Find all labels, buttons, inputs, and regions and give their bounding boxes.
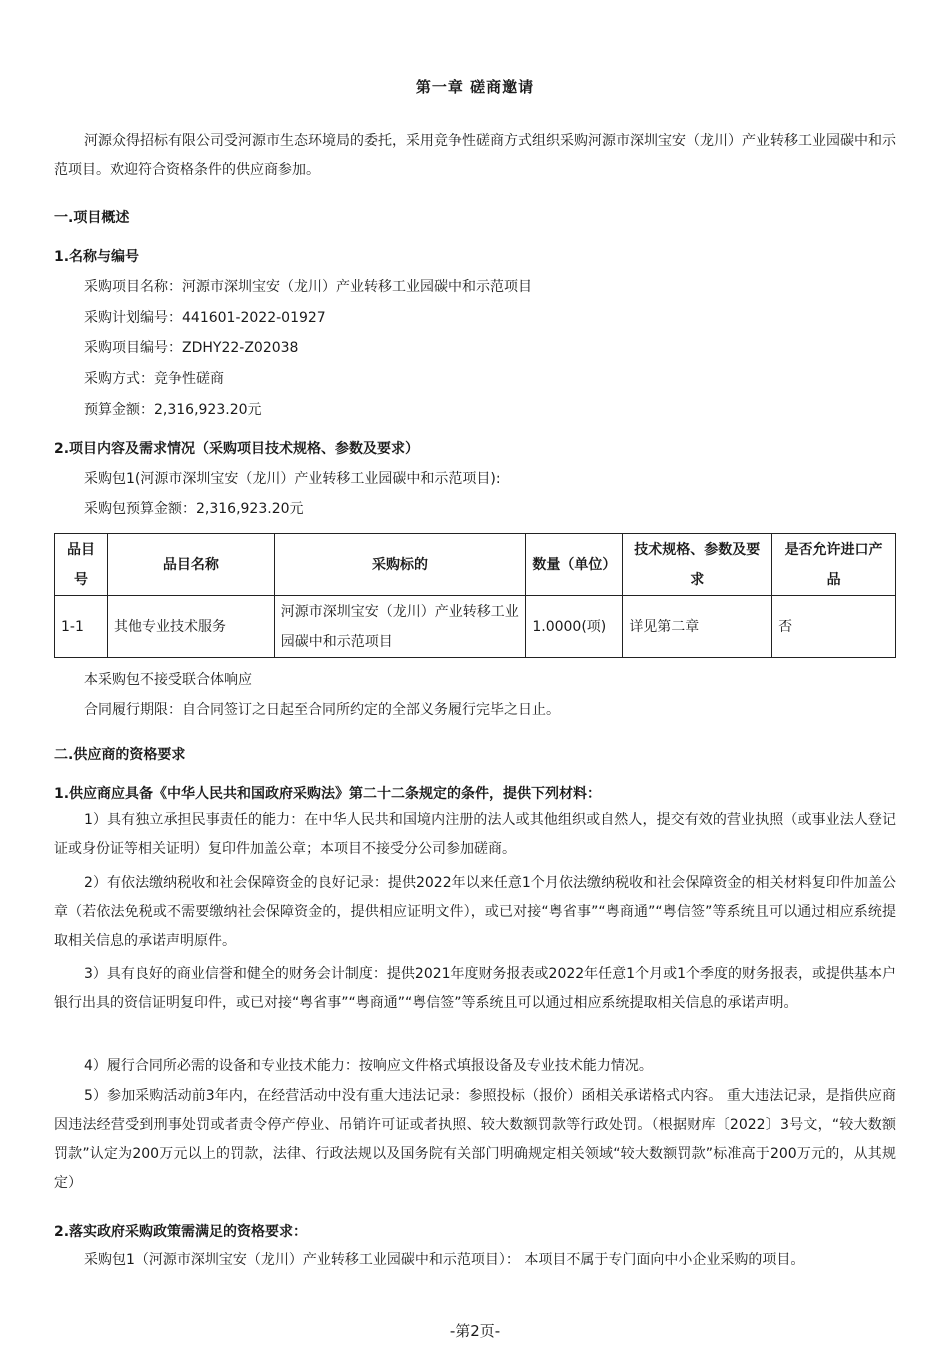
header-subject: 采购标的 — [274, 534, 526, 596]
policy-text: 采购包1（河源市深圳宝安（龙川）产业转移工业园碳中和示范项目）： 本项目不属于专门面向中小企业采购的项目。 — [84, 1252, 805, 1268]
plan-number-line: 采购计划编号：441601-2022-01927 — [84, 310, 326, 326]
budget-line: 预算金额：2,316,923.20元 — [84, 402, 262, 418]
cell-subject: 河源市深圳宝安（龙川）产业转移工业园碳中和示范项目 — [274, 596, 526, 658]
cell-quantity: 1.0000(项) — [526, 596, 623, 658]
project-number-line: 采购项目编号：ZDHY22-Z02038 — [84, 340, 299, 356]
package-line: 采购包1(河源市深圳宝安（龙川）产业转移工业园碳中和示范项目): — [84, 471, 501, 487]
chapter-title: 第一章 磋商邀请 — [415, 78, 535, 96]
header-quantity: 数量（单位） — [526, 534, 623, 596]
procurement-method-line: 采购方式：竞争性磋商 — [84, 371, 224, 387]
items-table — [54, 533, 896, 658]
cell-item-number: 1-1 — [55, 596, 108, 658]
requirement-item-3: 3）具有良好的商业信誉和健全的财务会计制度：提供2021年度财务报表或2022年任意1个月或1个季度的财务报表，或提供基本户银行出具的资信证明复印件，或已对接“粤省事”“粤商通”“粤信签”等系统且可以通过相应系统提取相关信息的承诺声明。 — [54, 966, 896, 1011]
cell-item-name: 其他专业技术服务 — [107, 596, 274, 658]
cell-specs: 详见第二章 — [623, 596, 772, 658]
subheading-name-number: 1.名称与编号 — [54, 249, 140, 265]
table-header-row — [55, 534, 896, 596]
project-name-line: 采购项目名称：河源市深圳宝安（龙川）产业转移工业园碳中和示范项目 — [84, 279, 532, 295]
requirement-item-5: 5）参加采购活动前3年内，在经营活动中没有重大违法记录：参照投标（报价）函相关承诺格式内容。 重大违法记录，是指供应商因违法经营受到刑事处罚或者责令停产停业、吊销许可证或者执照、较大数额罚款等行政处罚。（根据财库〔2022〕3号文，“较大数额罚款”认定为200万元以上的罚款，法律、行政法规以及国务院有关部门明确规定相关领域“较大数额罚款”标准高于200万元的，从其规定） — [54, 1088, 896, 1191]
section-heading-qualification: 二.供应商的资格要求 — [54, 747, 186, 763]
requirement-item-2: 2）有依法缴纳税收和社会保障资金的良好记录：提供2022年以来任意1个月依法缴纳税收和社会保障资金的相关材料复印件加盖公章（若依法免税或不需要缴纳社会保障资金的，提供相应证明文件），或已对接“粤省事”“粤商通”“粤信签”等系统且可以通过相应系统提取相关信息的承诺声明原件。 — [54, 875, 896, 949]
requirement-item-1: 1）具有独立承担民事责任的能力：在中华人民共和国境内注册的法人或其他组织或自然人，提交有效的营业执照（或事业法人登记证或身份证等相关证明）复印件加盖公章；本项目不接受分公司参加磋商。 — [54, 812, 896, 857]
table-row — [55, 596, 896, 658]
subheading-conditions: 1.供应商应具备《中华人民共和国政府采购法》第二十二条规定的条件，提供下列材料： — [54, 786, 602, 802]
header-import: 是否允许进口产品 — [772, 534, 896, 596]
subheading-policy: 2.落实政府采购政策需满足的资格要求： — [54, 1224, 308, 1240]
requirement-item-4: 4）履行合同所必需的设备和专业技术能力：按响应文件格式填报设备及专业技术能力情况。 — [84, 1058, 653, 1074]
contract-period-line: 合同履行期限：自合同签订之日起至合同所约定的全部义务履行完毕之日止。 — [84, 702, 560, 718]
header-item-name: 品目名称 — [107, 534, 274, 596]
page-number: -第2页- — [449, 1322, 501, 1340]
subheading-content: 2.项目内容及需求情况（采购项目技术规格、参数及要求） — [54, 441, 420, 457]
section-heading-overview: 一.项目概述 — [54, 210, 130, 226]
cell-import: 否 — [772, 596, 896, 658]
header-item-number: 品目号 — [55, 534, 108, 596]
package-budget-line: 采购包预算金额：2,316,923.20元 — [84, 501, 304, 517]
no-consortium-line: 本采购包不接受联合体响应 — [84, 672, 252, 688]
intro-paragraph: 河源众得招标有限公司受河源市生态环境局的委托，采用竞争性磋商方式组织采购河源市深圳宝安（龙川）产业转移工业园碳中和示范项目。欢迎符合资格条件的供应商参加。 — [54, 133, 896, 178]
header-specs: 技术规格、参数及要求 — [623, 534, 772, 596]
